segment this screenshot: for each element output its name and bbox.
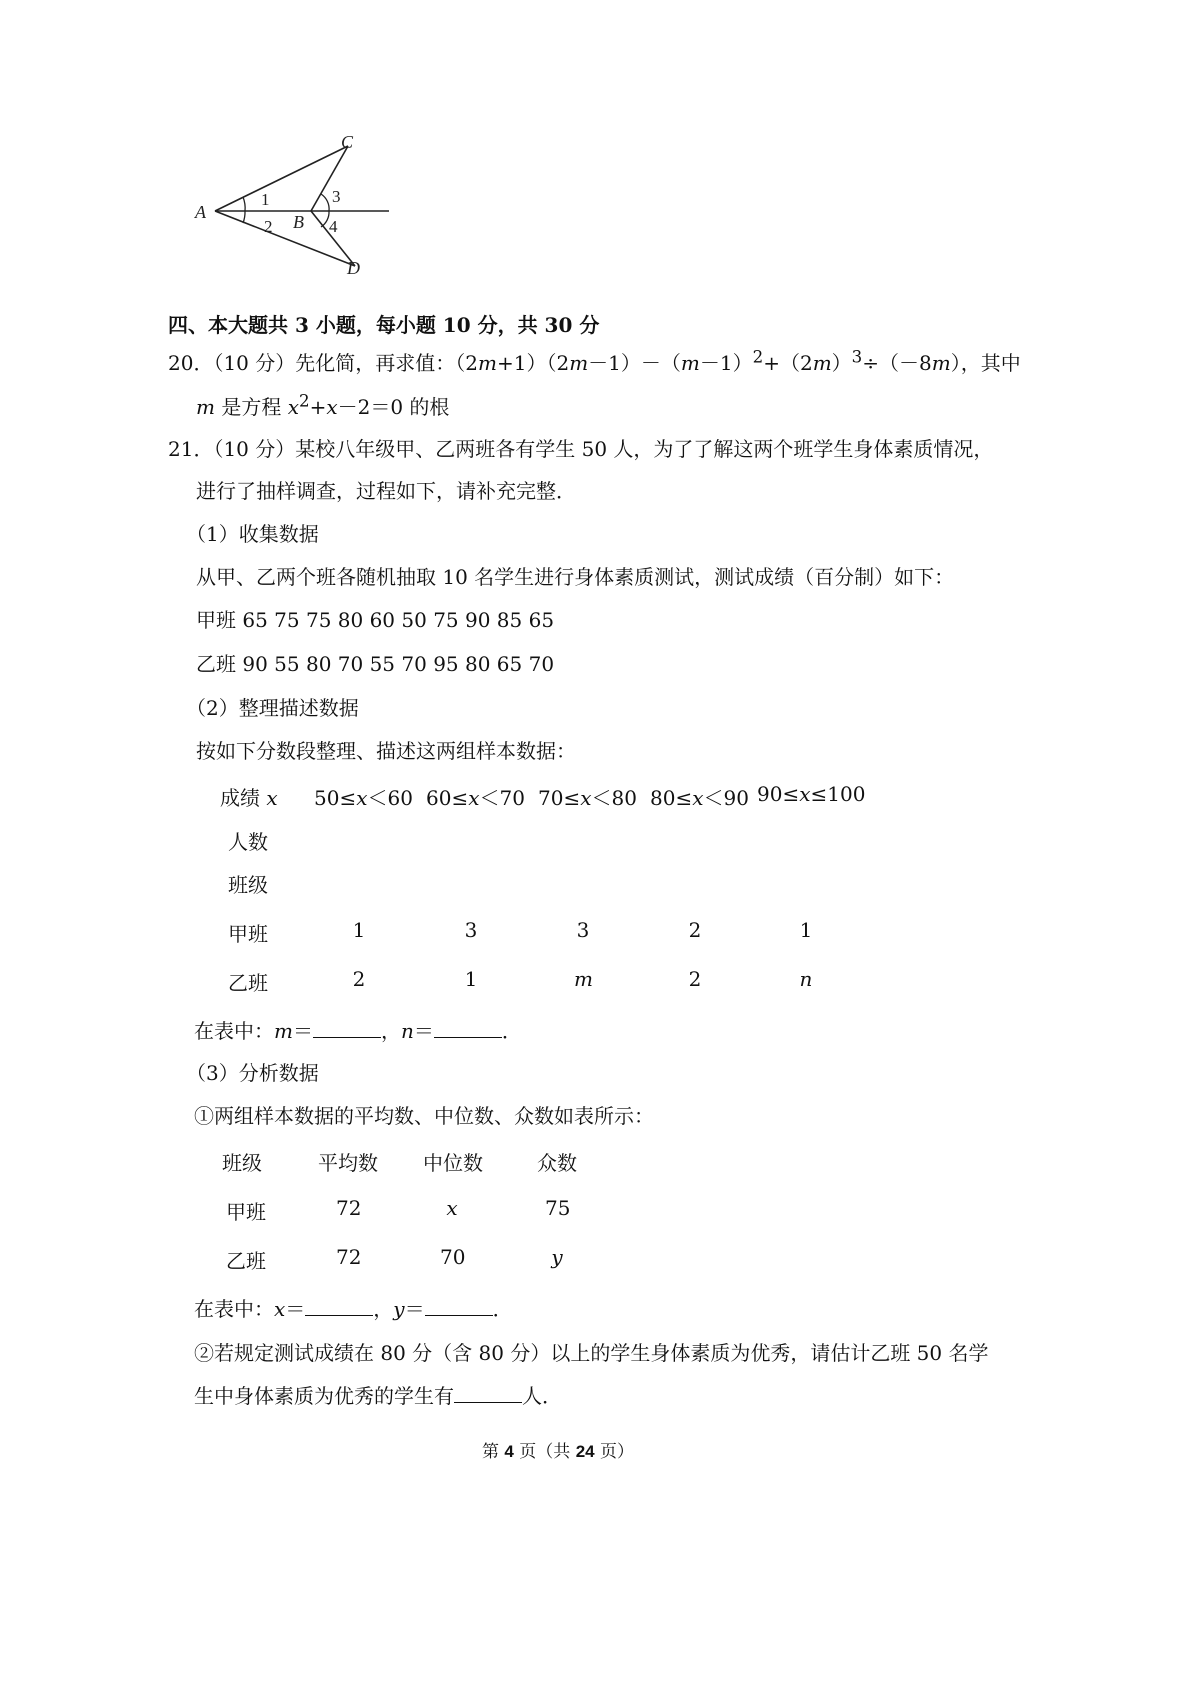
range-header <box>757 782 865 806</box>
table-cell: 1 <box>464 967 478 991</box>
angle-3-arc <box>321 194 329 211</box>
point-label-c: C <box>341 132 354 152</box>
fill-text: ＝ <box>404 1297 425 1321</box>
variable-m: m <box>812 351 832 375</box>
q20-text: ÷（－8 <box>862 351 932 375</box>
cell-text: 50≤ <box>314 786 357 810</box>
exponent: 2 <box>752 347 764 367</box>
row-label-class-b: 乙班 <box>228 971 268 995</box>
cell-text: ＜60 <box>367 786 413 810</box>
fill-text: ＝ <box>285 1297 306 1321</box>
table-cell-unknown-n: n <box>799 967 813 991</box>
footer-text: 第 <box>482 1442 505 1462</box>
point-label-d: D <box>347 258 360 278</box>
cell-text: 70≤ <box>538 786 581 810</box>
question-20-line-2 <box>196 391 449 420</box>
q20-text: 是方程 <box>214 395 288 419</box>
cell-text: 60≤ <box>426 786 469 810</box>
variable-y: y <box>393 1297 405 1321</box>
angle-label-1: 1 <box>261 190 270 209</box>
exponent: 2 <box>298 391 310 411</box>
cell-text: 80≤ <box>650 786 693 810</box>
table-corner-count: 人数 <box>228 830 268 854</box>
fill-text: 在表中： <box>194 1019 274 1043</box>
question-21-line-1 <box>168 433 993 462</box>
cell-text: 成绩 <box>220 786 267 810</box>
variable-m: m <box>680 351 700 375</box>
row-label-class-b: 乙班 <box>226 1249 266 1273</box>
question-21-line-2: 进行了抽样调查，过程如下，请补充完整． <box>196 479 576 503</box>
fill-text: ， <box>380 1019 401 1043</box>
variable-x: x <box>326 395 338 419</box>
variable-m: m <box>274 1019 293 1043</box>
class-a-scores: 甲班 65 75 75 80 60 50 75 90 85 65 <box>196 608 555 632</box>
q20-text: +1）（2 <box>496 351 570 375</box>
fill-in-m-n <box>194 1015 522 1044</box>
cell-text: ≤100 <box>810 782 866 806</box>
table-header: 中位数 <box>423 1151 483 1175</box>
table-cell: 70 <box>440 1245 466 1269</box>
fill-text: ， <box>373 1297 394 1321</box>
angle-label-2: 2 <box>264 217 273 236</box>
question-score: （10 分） <box>213 351 296 375</box>
table-cell: 72 <box>336 1245 362 1269</box>
fill-text: ． <box>501 1019 522 1043</box>
table-header: 平均数 <box>318 1151 378 1175</box>
answer-blank-count[interactable] <box>454 1386 522 1403</box>
range-header <box>538 782 637 811</box>
table-cell: 72 <box>336 1196 362 1220</box>
variable-m: m <box>569 351 589 375</box>
page-number: 4 <box>504 1442 514 1461</box>
variable-x: x <box>468 786 480 810</box>
angle-diagram <box>195 128 445 298</box>
variable-x: x <box>266 786 278 810</box>
q20-text: + <box>309 395 327 419</box>
range-header <box>426 782 525 811</box>
collect-description: 从甲、乙两个班各随机抽取 10 名学生进行身体素质测试，测试成绩（百分制）如下： <box>196 565 955 589</box>
class-b-scores: 乙班 90 55 80 70 55 70 95 80 65 70 <box>196 652 555 676</box>
row-label-class-a: 甲班 <box>226 1200 266 1224</box>
cell-text: ＜80 <box>591 786 637 810</box>
variable-x: x <box>274 1297 286 1321</box>
table-cell: 1 <box>352 918 366 942</box>
excellence-question-line-2 <box>194 1380 562 1409</box>
cell-text: ＜90 <box>703 786 749 810</box>
variable-x: x <box>356 786 368 810</box>
variable-m: m <box>931 351 951 375</box>
q20-text: －2＝0 的根 <box>337 395 450 419</box>
answer-blank-n[interactable] <box>434 1021 502 1038</box>
question-20-line-1 <box>168 347 1021 376</box>
variable-x: x <box>287 395 299 419</box>
angle-1-arc <box>243 197 245 211</box>
fill-text: 在表中： <box>194 1297 274 1321</box>
section-title: 四、本大题共 3 小题，每小题 10 分，共 30 分 <box>168 313 600 337</box>
variable-n: n <box>400 1019 414 1043</box>
subsection-describe: （2）整理描述数据 <box>186 696 359 720</box>
describe-description: 按如下分数段整理、描述这两组样本数据： <box>196 739 576 763</box>
q20-text: －1） <box>699 351 753 375</box>
range-header <box>314 782 413 811</box>
q20-text: －1）－（ <box>588 351 681 375</box>
point-label-b: B <box>293 212 304 232</box>
variable-x: x <box>580 786 592 810</box>
fill-text: ＝ <box>413 1019 434 1043</box>
variable-m: m <box>478 351 497 375</box>
question-number: 21． <box>168 437 214 461</box>
range-header <box>650 782 749 811</box>
table-cell: 75 <box>545 1196 571 1220</box>
table-cell-unknown-x: x <box>446 1196 458 1220</box>
analyze-description: ①两组样本数据的平均数、中位数、众数如表所示： <box>194 1104 654 1128</box>
table-cell: 2 <box>688 918 702 942</box>
angle-label-4: 4 <box>329 217 338 236</box>
answer-blank-x[interactable] <box>305 1299 373 1316</box>
cell-text: 90≤ <box>757 782 800 806</box>
q21-text: 生中身体素质为优秀的学生有 <box>194 1384 454 1408</box>
q21-text: 某校八年级甲、乙两班各有学生 50 人，为了了解这两个班学生身体素质情况， <box>295 437 994 461</box>
fill-text: ． <box>492 1297 513 1321</box>
exponent: 3 <box>851 347 863 367</box>
variable-x: x <box>799 782 811 806</box>
table-corner-class: 班级 <box>228 873 268 897</box>
q20-text: +（2 <box>763 351 813 375</box>
answer-blank-y[interactable] <box>425 1299 493 1316</box>
variable-m: m <box>196 395 215 419</box>
geometry-figure <box>195 128 445 298</box>
footer-text: 页） <box>594 1442 635 1462</box>
table-header: 众数 <box>537 1151 577 1175</box>
cell-text: ＜70 <box>479 786 525 810</box>
fill-text: ＝ <box>292 1019 313 1043</box>
angle-2-arc <box>243 211 245 223</box>
row-label-class-a: 甲班 <box>228 922 268 946</box>
excellence-question-line-1: ②若规定测试成绩在 80 分（含 80 分）以上的学生身体素质为优秀，请估计乙班 50 名学 <box>194 1341 989 1365</box>
table-header: 班级 <box>222 1151 262 1175</box>
table-cell-unknown-y: y <box>551 1245 563 1269</box>
question-number: 20． <box>168 351 214 375</box>
table-corner-score <box>220 782 278 811</box>
q20-text: ），其中 <box>950 351 1021 375</box>
page-footer <box>482 1437 634 1462</box>
q20-text: ） <box>831 351 852 375</box>
subsection-collect: （1）收集数据 <box>186 522 319 546</box>
angle-label-3: 3 <box>332 187 341 206</box>
subsection-analyze: （3）分析数据 <box>186 1061 319 1085</box>
q21-text: 人． <box>522 1384 562 1408</box>
variable-x: x <box>692 786 704 810</box>
table-cell: 1 <box>799 918 813 942</box>
table-cell: 2 <box>352 967 366 991</box>
fill-in-x-y <box>194 1293 513 1322</box>
footer-text: 页（共 <box>513 1442 576 1462</box>
answer-blank-m[interactable] <box>313 1021 381 1038</box>
table-cell: 2 <box>688 967 702 991</box>
question-score: （10 分） <box>213 437 296 461</box>
q20-text: 先化简，再求值：（2 <box>295 351 478 375</box>
table-cell-unknown-m: m <box>574 967 593 991</box>
table-cell: 3 <box>576 918 590 942</box>
total-pages: 24 <box>575 1442 595 1461</box>
point-label-a: A <box>195 202 206 222</box>
table-cell: 3 <box>464 918 478 942</box>
